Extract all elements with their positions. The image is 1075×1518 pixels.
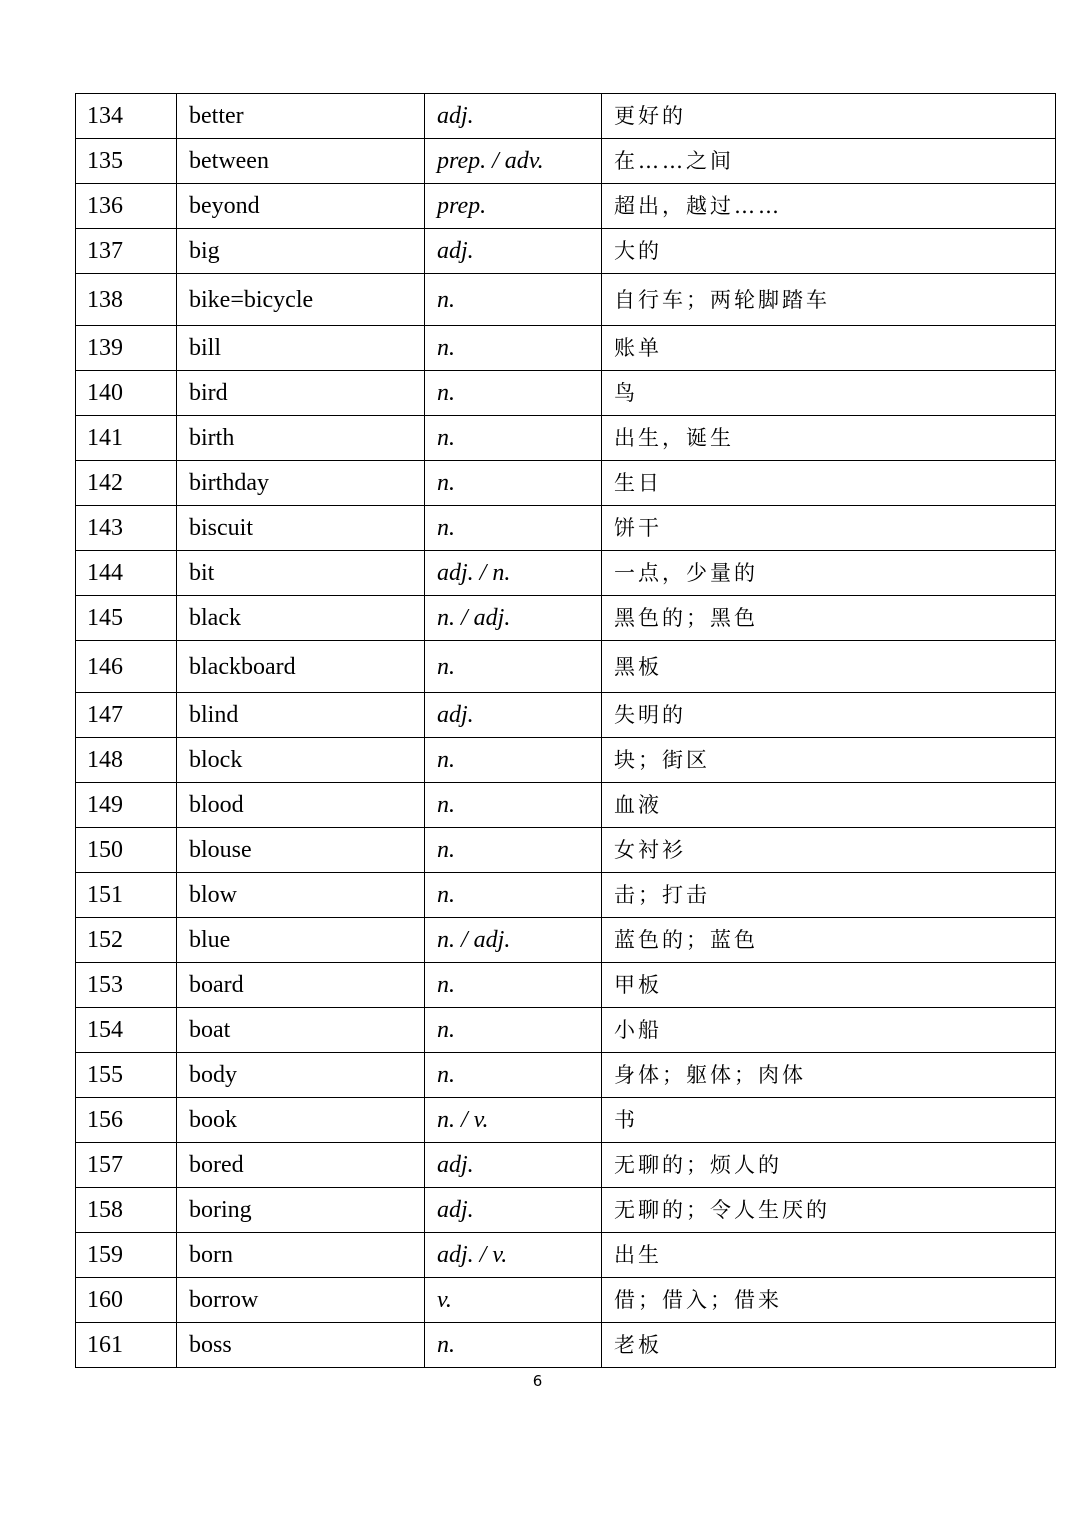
entry-meaning: 自行车；两轮脚踏车 [602, 274, 1056, 326]
table-row [76, 783, 1056, 828]
entry-number: 137 [76, 229, 177, 274]
entry-number: 134 [76, 94, 177, 139]
table-row [76, 1323, 1056, 1368]
entry-meaning: 无聊的；令人生厌的 [602, 1188, 1056, 1233]
entry-number: 150 [76, 828, 177, 873]
entry-part-of-speech: prep. [425, 184, 602, 229]
entry-part-of-speech: adj. / v. [425, 1233, 602, 1278]
entry-part-of-speech: prep. / adv. [425, 139, 602, 184]
entry-number: 152 [76, 918, 177, 963]
entry-number: 135 [76, 139, 177, 184]
entry-part-of-speech: n. [425, 416, 602, 461]
table-row [76, 693, 1056, 738]
entry-number: 146 [76, 641, 177, 693]
entry-word: blood [177, 783, 425, 828]
entry-meaning: 出生 [602, 1233, 1056, 1278]
entry-meaning: 账单 [602, 326, 1056, 371]
entry-meaning: 超出，越过…… [602, 184, 1056, 229]
entry-part-of-speech: n. [425, 1053, 602, 1098]
entry-meaning: 血液 [602, 783, 1056, 828]
table-row [76, 1233, 1056, 1278]
entry-word: borrow [177, 1278, 425, 1323]
table-row [76, 371, 1056, 416]
entry-word: blouse [177, 828, 425, 873]
entry-part-of-speech: adj. [425, 693, 602, 738]
entry-number: 143 [76, 506, 177, 551]
entry-part-of-speech: n. [425, 828, 602, 873]
table-row [76, 229, 1056, 274]
entry-number: 159 [76, 1233, 177, 1278]
entry-number: 153 [76, 963, 177, 1008]
entry-part-of-speech: n. [425, 963, 602, 1008]
entry-word: bill [177, 326, 425, 371]
entry-meaning: 块；街区 [602, 738, 1056, 783]
table-row [76, 963, 1056, 1008]
entry-word: blue [177, 918, 425, 963]
table-row [76, 184, 1056, 229]
entry-part-of-speech: n. [425, 783, 602, 828]
table-row [76, 873, 1056, 918]
entry-part-of-speech: n. [425, 1008, 602, 1053]
entry-word: body [177, 1053, 425, 1098]
entry-word: between [177, 139, 425, 184]
entry-part-of-speech: n. [425, 641, 602, 693]
entry-number: 158 [76, 1188, 177, 1233]
page-number: 6 [532, 1372, 543, 1390]
table-row [76, 461, 1056, 506]
entry-number: 147 [76, 693, 177, 738]
entry-meaning: 小船 [602, 1008, 1056, 1053]
entry-meaning: 更好的 [602, 94, 1056, 139]
entry-word: blind [177, 693, 425, 738]
entry-number: 144 [76, 551, 177, 596]
entry-word: boring [177, 1188, 425, 1233]
entry-meaning: 击；打击 [602, 873, 1056, 918]
entry-word: born [177, 1233, 425, 1278]
entry-part-of-speech: n. [425, 506, 602, 551]
entry-meaning: 身体；躯体；肉体 [602, 1053, 1056, 1098]
entry-meaning: 老板 [602, 1323, 1056, 1368]
entry-part-of-speech: adj. [425, 1143, 602, 1188]
entry-number: 136 [76, 184, 177, 229]
entry-word: block [177, 738, 425, 783]
entry-meaning: 生日 [602, 461, 1056, 506]
entry-number: 145 [76, 596, 177, 641]
entry-number: 149 [76, 783, 177, 828]
entry-word: big [177, 229, 425, 274]
entry-word: board [177, 963, 425, 1008]
vocabulary-table-body [76, 94, 1056, 1368]
entry-number: 161 [76, 1323, 177, 1368]
entry-number: 138 [76, 274, 177, 326]
entry-part-of-speech: n. [425, 274, 602, 326]
entry-number: 154 [76, 1008, 177, 1053]
entry-word: bored [177, 1143, 425, 1188]
table-row [76, 94, 1056, 139]
entry-number: 155 [76, 1053, 177, 1098]
table-row [76, 1053, 1056, 1098]
entry-meaning: 在……之间 [602, 139, 1056, 184]
entry-part-of-speech: n. [425, 1323, 602, 1368]
entry-word: bird [177, 371, 425, 416]
table-row [76, 738, 1056, 783]
entry-number: 160 [76, 1278, 177, 1323]
entry-word: boat [177, 1008, 425, 1053]
table-row [76, 326, 1056, 371]
entry-meaning: 甲板 [602, 963, 1056, 1008]
entry-part-of-speech: n. [425, 873, 602, 918]
entry-meaning: 出生，诞生 [602, 416, 1056, 461]
entry-meaning: 失明的 [602, 693, 1056, 738]
entry-word: black [177, 596, 425, 641]
entry-number: 140 [76, 371, 177, 416]
table-row [76, 1098, 1056, 1143]
entry-word: better [177, 94, 425, 139]
entry-part-of-speech: n. / adj. [425, 918, 602, 963]
entry-meaning: 一点，少量的 [602, 551, 1056, 596]
table-row [76, 641, 1056, 693]
entry-part-of-speech: n. [425, 326, 602, 371]
entry-number: 148 [76, 738, 177, 783]
table-row [76, 1143, 1056, 1188]
entry-meaning: 大的 [602, 229, 1056, 274]
entry-part-of-speech: n. [425, 371, 602, 416]
entry-meaning: 无聊的；烦人的 [602, 1143, 1056, 1188]
table-row [76, 416, 1056, 461]
entry-part-of-speech: n. / v. [425, 1098, 602, 1143]
table-row [76, 551, 1056, 596]
entry-part-of-speech: n. [425, 461, 602, 506]
vocabulary-table [75, 93, 1056, 1368]
entry-word: birthday [177, 461, 425, 506]
entry-part-of-speech: n. / adj. [425, 596, 602, 641]
entry-word: blackboard [177, 641, 425, 693]
entry-number: 151 [76, 873, 177, 918]
entry-meaning: 黑板 [602, 641, 1056, 693]
entry-word: boss [177, 1323, 425, 1368]
table-row [76, 1188, 1056, 1233]
entry-word: book [177, 1098, 425, 1143]
entry-part-of-speech: n. [425, 738, 602, 783]
entry-number: 142 [76, 461, 177, 506]
entry-word: birth [177, 416, 425, 461]
entry-part-of-speech: adj. [425, 1188, 602, 1233]
entry-meaning: 鸟 [602, 371, 1056, 416]
entry-meaning: 黑色的；黑色 [602, 596, 1056, 641]
table-row [76, 1278, 1056, 1323]
entry-word: bike=bicycle [177, 274, 425, 326]
table-row [76, 139, 1056, 184]
entry-meaning: 饼干 [602, 506, 1056, 551]
table-row [76, 596, 1056, 641]
entry-meaning: 女衬衫 [602, 828, 1056, 873]
table-row [76, 1008, 1056, 1053]
entry-number: 141 [76, 416, 177, 461]
entry-part-of-speech: adj. [425, 94, 602, 139]
table-row [76, 506, 1056, 551]
entry-word: blow [177, 873, 425, 918]
entry-number: 156 [76, 1098, 177, 1143]
table-row [76, 918, 1056, 963]
entry-number: 139 [76, 326, 177, 371]
entry-meaning: 书 [602, 1098, 1056, 1143]
entry-part-of-speech: adj. / n. [425, 551, 602, 596]
table-row [76, 828, 1056, 873]
entry-word: biscuit [177, 506, 425, 551]
entry-word: beyond [177, 184, 425, 229]
table-row [76, 274, 1056, 326]
entry-part-of-speech: v. [425, 1278, 602, 1323]
entry-word: bit [177, 551, 425, 596]
entry-meaning: 蓝色的；蓝色 [602, 918, 1056, 963]
entry-part-of-speech: adj. [425, 229, 602, 274]
entry-meaning: 借；借入；借来 [602, 1278, 1056, 1323]
entry-number: 157 [76, 1143, 177, 1188]
